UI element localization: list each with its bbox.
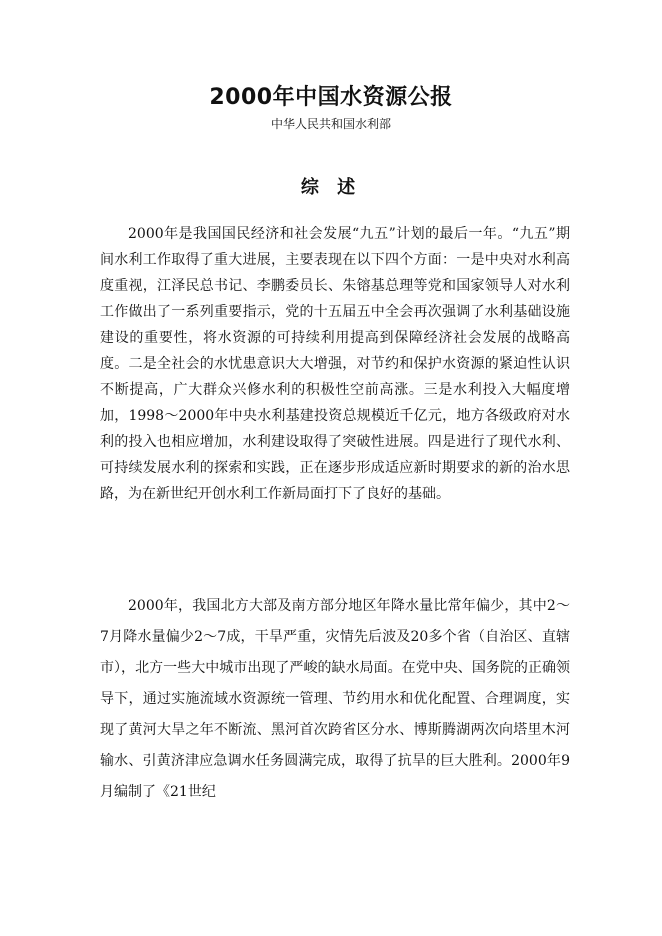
publisher-line: 中华人民共和国水利部 bbox=[270, 117, 391, 131]
body-paragraph-drought: 2000年，我国北方大部及南方部分地区年降水量比常年偏少，其中2～7月降水量偏少2～7成，干旱严重，灾情先后波及20多个省（自治区、直辖市），北方一些大中城市出现了严峻的缺水局面。在党中央、国务院的正确领导下，通过实施流域水资源统一管理、节约用水和优化配置、合理调度，实现了黄河大旱之年不断流、黑河首次跨省区分水、博斯腾湖两次向塔里木河输水、引黄济津应急调水任务圆满完成，取得了抗旱的巨大胜利。2000年9月编制了《21世纪 bbox=[100, 598, 570, 800]
section-heading: 综 述 bbox=[300, 177, 362, 198]
document-title: 2000年中国水资源公报 bbox=[209, 85, 453, 110]
body-paragraph-overview: 2000年是我国国民经济和社会发展“九五”计划的最后一年。“九五”期间水利工作取得了重大进展，主要表现在以下四个方面：一是中央对水利高度重视，江泽民总书记、李鹏委员长、朱镕基总理等党和国家领导人对水利工作做出了一系列重要指示，党的十五届五中全会再次强调了水利基础设施建设的重要性，将水资源的可持续利用提高到保障经济社会发展的战略高度。二是全社会的水忧患意识大大增强，对节约和保护水资源的紧迫性认识不断提高，广大群众兴修水利的积极性空前高涨。三是水利投入大幅度增加，1998～2000年中央水利基建投资总规模近千亿元，地方各级政府对水利的投入也相应增加，水利建设取得了突破性进展。四是进行了现代水利、可持续发展水利的探索和实践，正在逐步形成适应新时期要求的新的治水思路，为在新世纪开创水利工作新局面打下了良好的基础。 bbox=[100, 226, 570, 502]
